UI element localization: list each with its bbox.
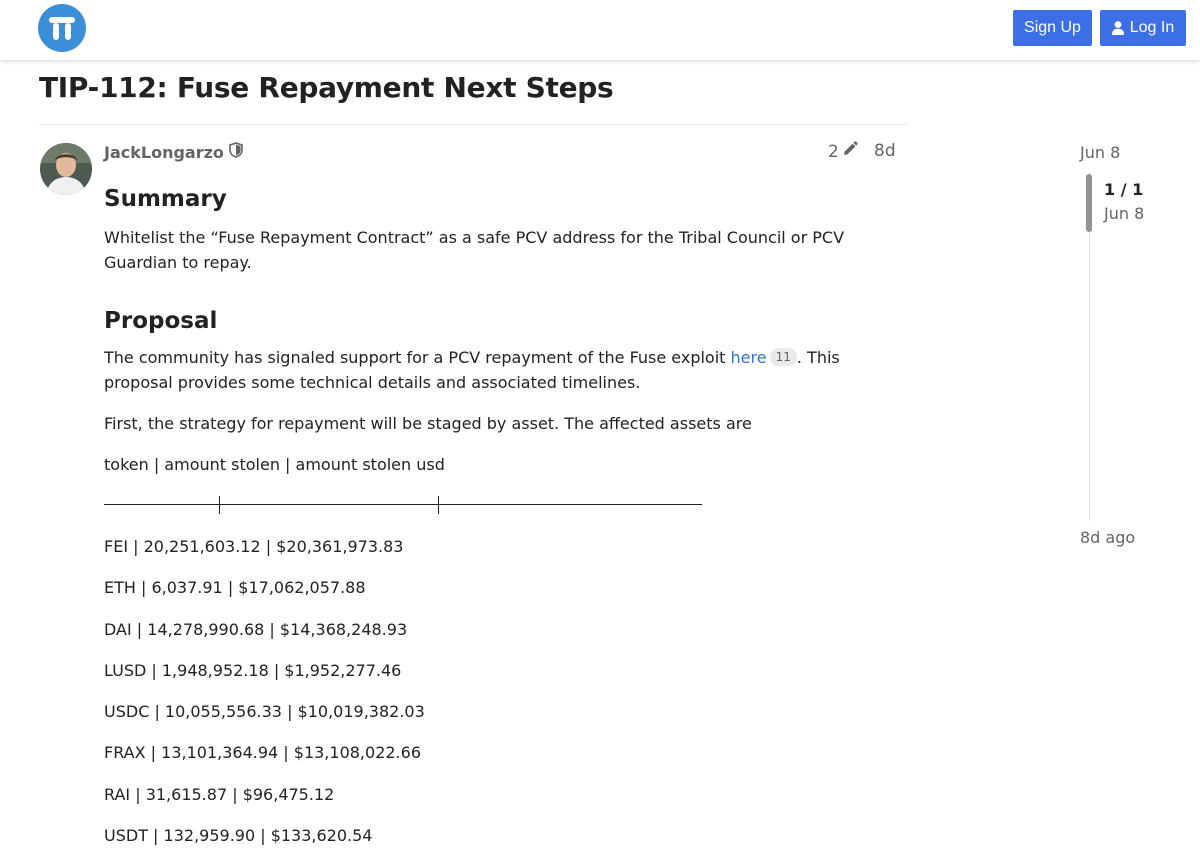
asset-row: LUSD | 1,948,952.18 | $1,952,277.46 [104, 660, 402, 680]
avatar[interactable] [40, 143, 92, 195]
timeline-scroll-handle[interactable] [1086, 174, 1092, 232]
sign-up-label: Sign Up [1024, 19, 1081, 36]
proposal-text-before: The community has signaled support for a PCV repayment of the Fuse exploit [104, 348, 731, 367]
log-in-button[interactable] [1100, 10, 1186, 46]
asset-row: ETH | 6,037.91 | $17,062,057.88 [104, 578, 366, 598]
timeline-position: 1 / 1 [1104, 180, 1144, 199]
shield-icon [229, 142, 243, 162]
summary-heading: Summary [104, 186, 227, 212]
here-link[interactable]: here [730, 348, 767, 367]
post-date[interactable]: 8d [874, 141, 896, 161]
proposal-paragraph [104, 345, 864, 395]
summary-paragraph: Whitelist the “Fuse Repayment Contract” as a safe PCV address for the Tribal Council or PCV Guardian to repay. [104, 228, 845, 272]
asset-rows [104, 534, 425, 864]
proposal-text-after: . This proposal provides some technical details and associated timelines. [104, 348, 840, 392]
username-text: JackLongarzo [104, 142, 224, 162]
user-icon [1112, 21, 1124, 35]
post-author[interactable] [104, 142, 243, 162]
tribe-logo-icon [38, 4, 86, 52]
table-separator-tick [219, 496, 220, 514]
title-divider [39, 124, 908, 125]
timeline-position-date: Jun 8 [1104, 204, 1145, 223]
asset-row: RAI | 31,615.87 | $96,475.12 [104, 784, 335, 804]
pencil-icon [842, 141, 858, 162]
edit-history-button[interactable] [828, 141, 858, 162]
asset-row: DAI | 14,278,990.68 | $14,368,248.93 [104, 619, 408, 639]
timeline-start-date[interactable]: Jun 8 [1080, 143, 1121, 162]
site-logo[interactable] [38, 4, 86, 52]
asset-row: FEI | 20,251,603.12 | $20,361,973.83 [104, 537, 404, 556]
sign-up-button[interactable] [1013, 10, 1092, 46]
asset-row: FRAX | 13,101,364.94 | $13,108,022.66 [104, 743, 421, 763]
topic-title[interactable]: TIP-112: Fuse Repayment Next Steps [39, 71, 614, 104]
log-in-label: Log In [1129, 19, 1175, 36]
table-separator-tick [438, 496, 439, 514]
table-separator [104, 504, 702, 505]
asset-row: USDT | 132,959.90 | $133,620.54 [104, 826, 373, 846]
edit-count: 2 [828, 141, 839, 162]
proposal-heading: Proposal [104, 308, 218, 334]
table-header-row: token | amount stolen | amount stolen usd [104, 455, 445, 474]
link-click-count-badge: 11 [770, 348, 797, 366]
assets-intro-paragraph: First, the strategy for repayment will be staged by asset. The affected assets are [104, 414, 752, 433]
site-header [0, 0, 1200, 60]
timeline-end-label[interactable]: 8d ago [1080, 528, 1136, 547]
asset-row: USDC | 10,055,556.33 | $10,019,382.03 [104, 702, 425, 722]
